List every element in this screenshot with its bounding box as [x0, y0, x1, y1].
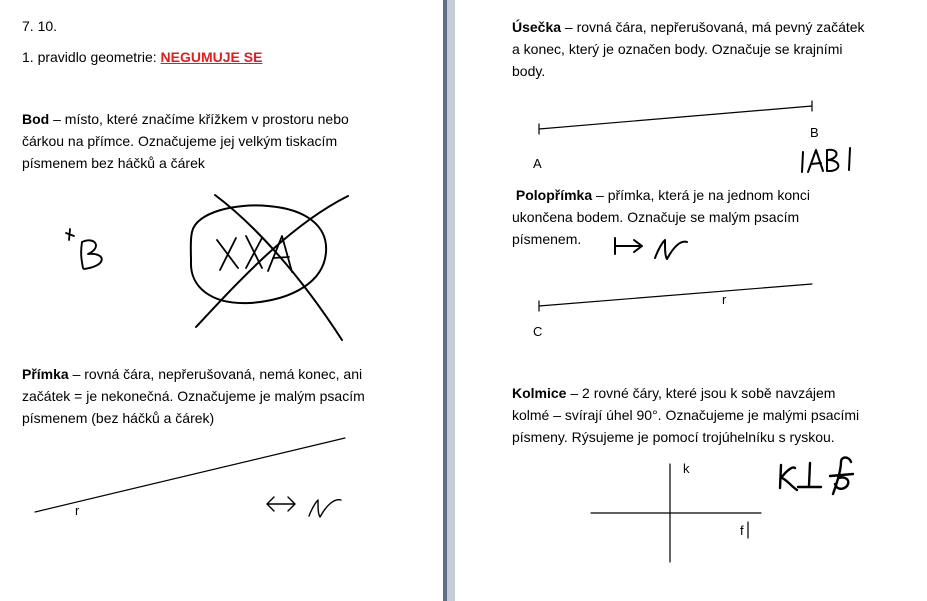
kolmice-term: Kolmice: [512, 385, 567, 401]
poloprimka-line-3: písmenem.: [512, 231, 582, 247]
kolmice-label-k: k: [683, 461, 690, 476]
kolmice-label-f: f: [740, 523, 744, 538]
primka-term: Přímka: [22, 366, 69, 382]
handwritten-k: [780, 465, 797, 490]
usecka-line-1: Úsečka – rovná čára, nepřerušovaná, má pevný začátek: [512, 19, 865, 35]
rule-emphasis: NEGUMUJE SE: [160, 49, 263, 65]
right-page: [455, 0, 927, 601]
poloprimka-line-1: Polopřímka – přímka, která je na jednom konci: [515, 187, 811, 203]
primka-line-1: Přímka – rovná čára, nepřerušovaná, nemá konec, ani: [22, 366, 363, 382]
primka-line: [35, 438, 345, 512]
poloprimka-label-c: C: [533, 324, 543, 339]
left-page: [0, 0, 443, 601]
usecka-label-b: B: [810, 125, 819, 140]
kolmice-line-2: kolmé – svírají úhel 90°. Označujeme je malými psacími: [512, 407, 860, 423]
bod-line-3: písmenem bez háčků a čárek: [22, 155, 205, 171]
handwritten-r: [309, 500, 341, 517]
page-gutter: [443, 0, 455, 601]
kolmice-sketch: [455, 0, 927, 601]
double-arrow-icon: [267, 497, 295, 511]
bod-line-1: Bod – místo, které značíme křížkem v prostoru nebo: [22, 111, 349, 127]
usecka-term: Úsečka: [512, 19, 562, 35]
kolmice-line-3: písmeny. Rýsujeme je pomocí trojúhelníku s ryskou.: [512, 429, 835, 445]
primka-line-2: začátek = je nekonečná. Označujeme je malým psacím: [22, 388, 365, 404]
date-heading: 7. 10.: [22, 18, 58, 34]
usecka-label-a: A: [533, 156, 542, 171]
primka-sketch: [0, 0, 443, 601]
handwritten-f: [830, 458, 853, 495]
usecka-line-2: a konec, který je označen body. Označuje se krajními: [512, 41, 843, 57]
rule-prefix: 1. pravidlo geometrie:: [22, 49, 161, 65]
primka-line-3: písmenem (bez háčků a čárek): [22, 410, 215, 426]
page-gutter-edge: [443, 0, 447, 601]
poloprimka-term: Polopřímka: [515, 187, 593, 203]
poloprimka-line-2: ukončena bodem. Označuje se malým psacím: [512, 209, 800, 225]
bod-term: Bod: [22, 111, 50, 127]
bod-line-2: čárkou na přímce. Označujeme jej velkým tiskacím: [22, 133, 338, 149]
kolmice-line-1: Kolmice – 2 rovné čáry, které jsou k sobě navzájem: [512, 385, 836, 401]
primka-label-r: r: [75, 503, 80, 518]
poloprimka-label-r: r: [722, 292, 727, 307]
perpendicular-icon: [798, 463, 821, 487]
usecka-line-3: body.: [512, 63, 546, 79]
